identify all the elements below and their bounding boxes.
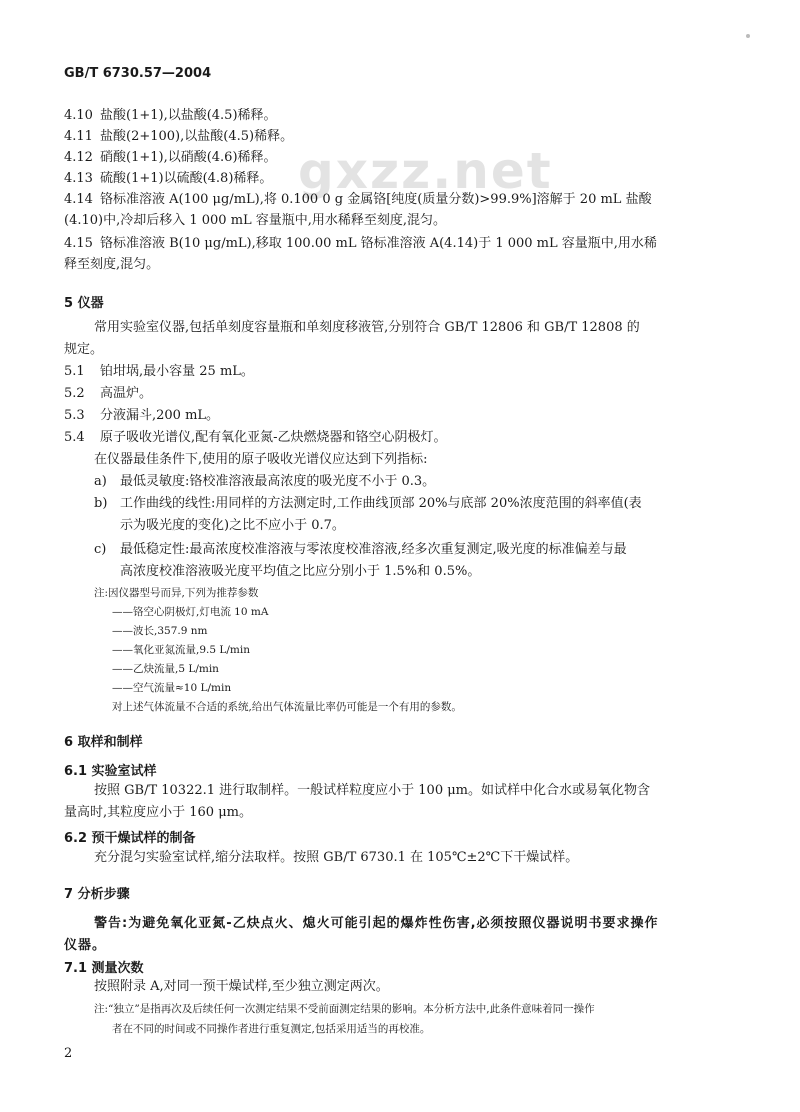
- scan-mark: [746, 34, 750, 38]
- warning-text-cont: 仪器。: [64, 938, 107, 953]
- clause-4-13: 4.13 硫酸(1+1)以硫酸(4.8)稀释。: [64, 171, 273, 186]
- clause-6-2-text: 充分混匀实验室试样,缩分法取样。按照 GB/T 6730.1 在 105℃±2℃下干燥试样。: [94, 850, 579, 865]
- clause-4-14-cont: (4.10)中,冷却后移入 1 000 mL 容量瓶中,用水稀释至刻度,混匀。: [64, 213, 447, 228]
- clause-6-1-text: 按照 GB/T 10322.1 进行取制样。一般试样粒度应小于 100 μm。如试样中化合水或易氧化物含: [94, 783, 650, 798]
- criterion-c: 最低稳定性:最高浓度校准溶液与零浓度校准溶液,经多次重复测定,吸光度的标准偏差与最: [120, 542, 627, 557]
- watermark: gxzz.net: [298, 142, 553, 200]
- clause-5-3: 5.3 分液漏斗,200 mL。: [64, 408, 220, 423]
- clause-5-2: 5.2 高温炉。: [64, 386, 153, 401]
- param-item: ——铬空心阴极灯,灯电流 10 mA: [112, 606, 269, 618]
- clause-4-11: 4.11 盐酸(2+100),以盐酸(4.5)稀释。: [64, 129, 294, 144]
- param-item: ——乙炔流量,5 L/min: [112, 663, 219, 675]
- criterion-b: 工作曲线的线性:用同样的方法测定时,工作曲线顶部 20%与底部 20%浓度范围的斜率值(表: [120, 496, 642, 511]
- criterion-b-cont: 示为吸光度的变化)之比不应小于 0.7。: [120, 518, 345, 533]
- clause-4-12: 4.12 硝酸(1+1),以硝酸(4.6)稀释。: [64, 150, 277, 165]
- clause-4-15-cont: 释至刻度,混匀。: [64, 257, 160, 272]
- criterion-c-cont: 高浓度校准溶液吸光度平均值之比应分别小于 1.5%和 0.5%。: [120, 564, 481, 579]
- param-item: ——氧化亚氮流量,9.5 L/min: [112, 644, 250, 656]
- param-item: ——波长,357.9 nm: [112, 625, 208, 637]
- criterion-a-label: a): [94, 474, 107, 489]
- page-number: 2: [64, 1046, 73, 1061]
- section-5-title: 5 仪器: [64, 296, 104, 311]
- clause-4-10: 4.10 盐酸(1+1),以盐酸(4.5)稀释。: [64, 108, 277, 123]
- clause-6-1-title: 6.1 实验室试样: [64, 764, 157, 779]
- note-recommended-params: 注:因仪器型号而异,下列为推荐参数: [94, 587, 259, 599]
- clause-6-2-title: 6.2 预干燥试样的制备: [64, 831, 196, 846]
- standard-number-header: GB/T 6730.57—2004: [64, 66, 212, 81]
- warning-text: 警告:为避免氧化亚氮-乙炔点火、熄火可能引起的爆炸性伤害,必须按照仪器说明书要求操作: [94, 916, 659, 931]
- section-7-title: 7 分析步骤: [64, 887, 130, 902]
- criterion-c-label: c): [94, 542, 107, 557]
- note-gas-flow: 对上述气体流量不合适的系统,给出气体流量比率仍可能是一个有用的参数。: [112, 701, 462, 713]
- clause-4-15: 4.15 铬标准溶液 B(10 μg/mL),移取 100.00 mL 铬标准溶液 A(4.14)于 1 000 mL 容量瓶中,用水稀: [64, 236, 657, 251]
- instrument-conditions: 在仪器最佳条件下,使用的原子吸收光谱仪应达到下列指标:: [94, 452, 428, 467]
- clause-5-1: 5.1 铂坩埚,最小容量 25 mL。: [64, 364, 254, 379]
- note-independent-cont: 者在不同的时间或不同操作者进行重复测定,包括采用适当的再校准。: [112, 1023, 431, 1035]
- criterion-b-label: b): [94, 496, 108, 511]
- param-item: ——空气流量≈10 L/min: [112, 682, 232, 694]
- clause-7-1-text: 按照附录 A,对同一预干燥试样,至少独立测定两次。: [94, 979, 389, 994]
- section-6-title: 6 取样和制样: [64, 735, 143, 750]
- section-5-intro-cont: 规定。: [64, 342, 104, 357]
- note-independent: 注:“独立”是指再次及后续任何一次测定结果不受前面测定结果的影响。本分析方法中,此条件意味着同一操作: [94, 1003, 595, 1015]
- clause-6-1-text-cont: 量高时,其粒度应小于 160 μm。: [64, 805, 252, 820]
- clause-7-1-title: 7.1 测量次数: [64, 961, 144, 976]
- criterion-a: 最低灵敏度:铬校准溶液最高浓度的吸光度不小于 0.3。: [120, 474, 436, 489]
- clause-5-4: 5.4 原子吸收光谱仪,配有氧化亚氮-乙炔燃烧器和铬空心阴极灯。: [64, 430, 447, 445]
- section-5-intro: 常用实验室仪器,包括单刻度容量瓶和单刻度移液管,分别符合 GB/T 12806 和 GB/T 12808 的: [94, 320, 640, 335]
- clause-4-14: 4.14 铬标准溶液 A(100 μg/mL),将 0.100 0 g 金属铬[纯度(质量分数)>99.9%]溶解于 20 mL 盐酸: [64, 192, 652, 207]
